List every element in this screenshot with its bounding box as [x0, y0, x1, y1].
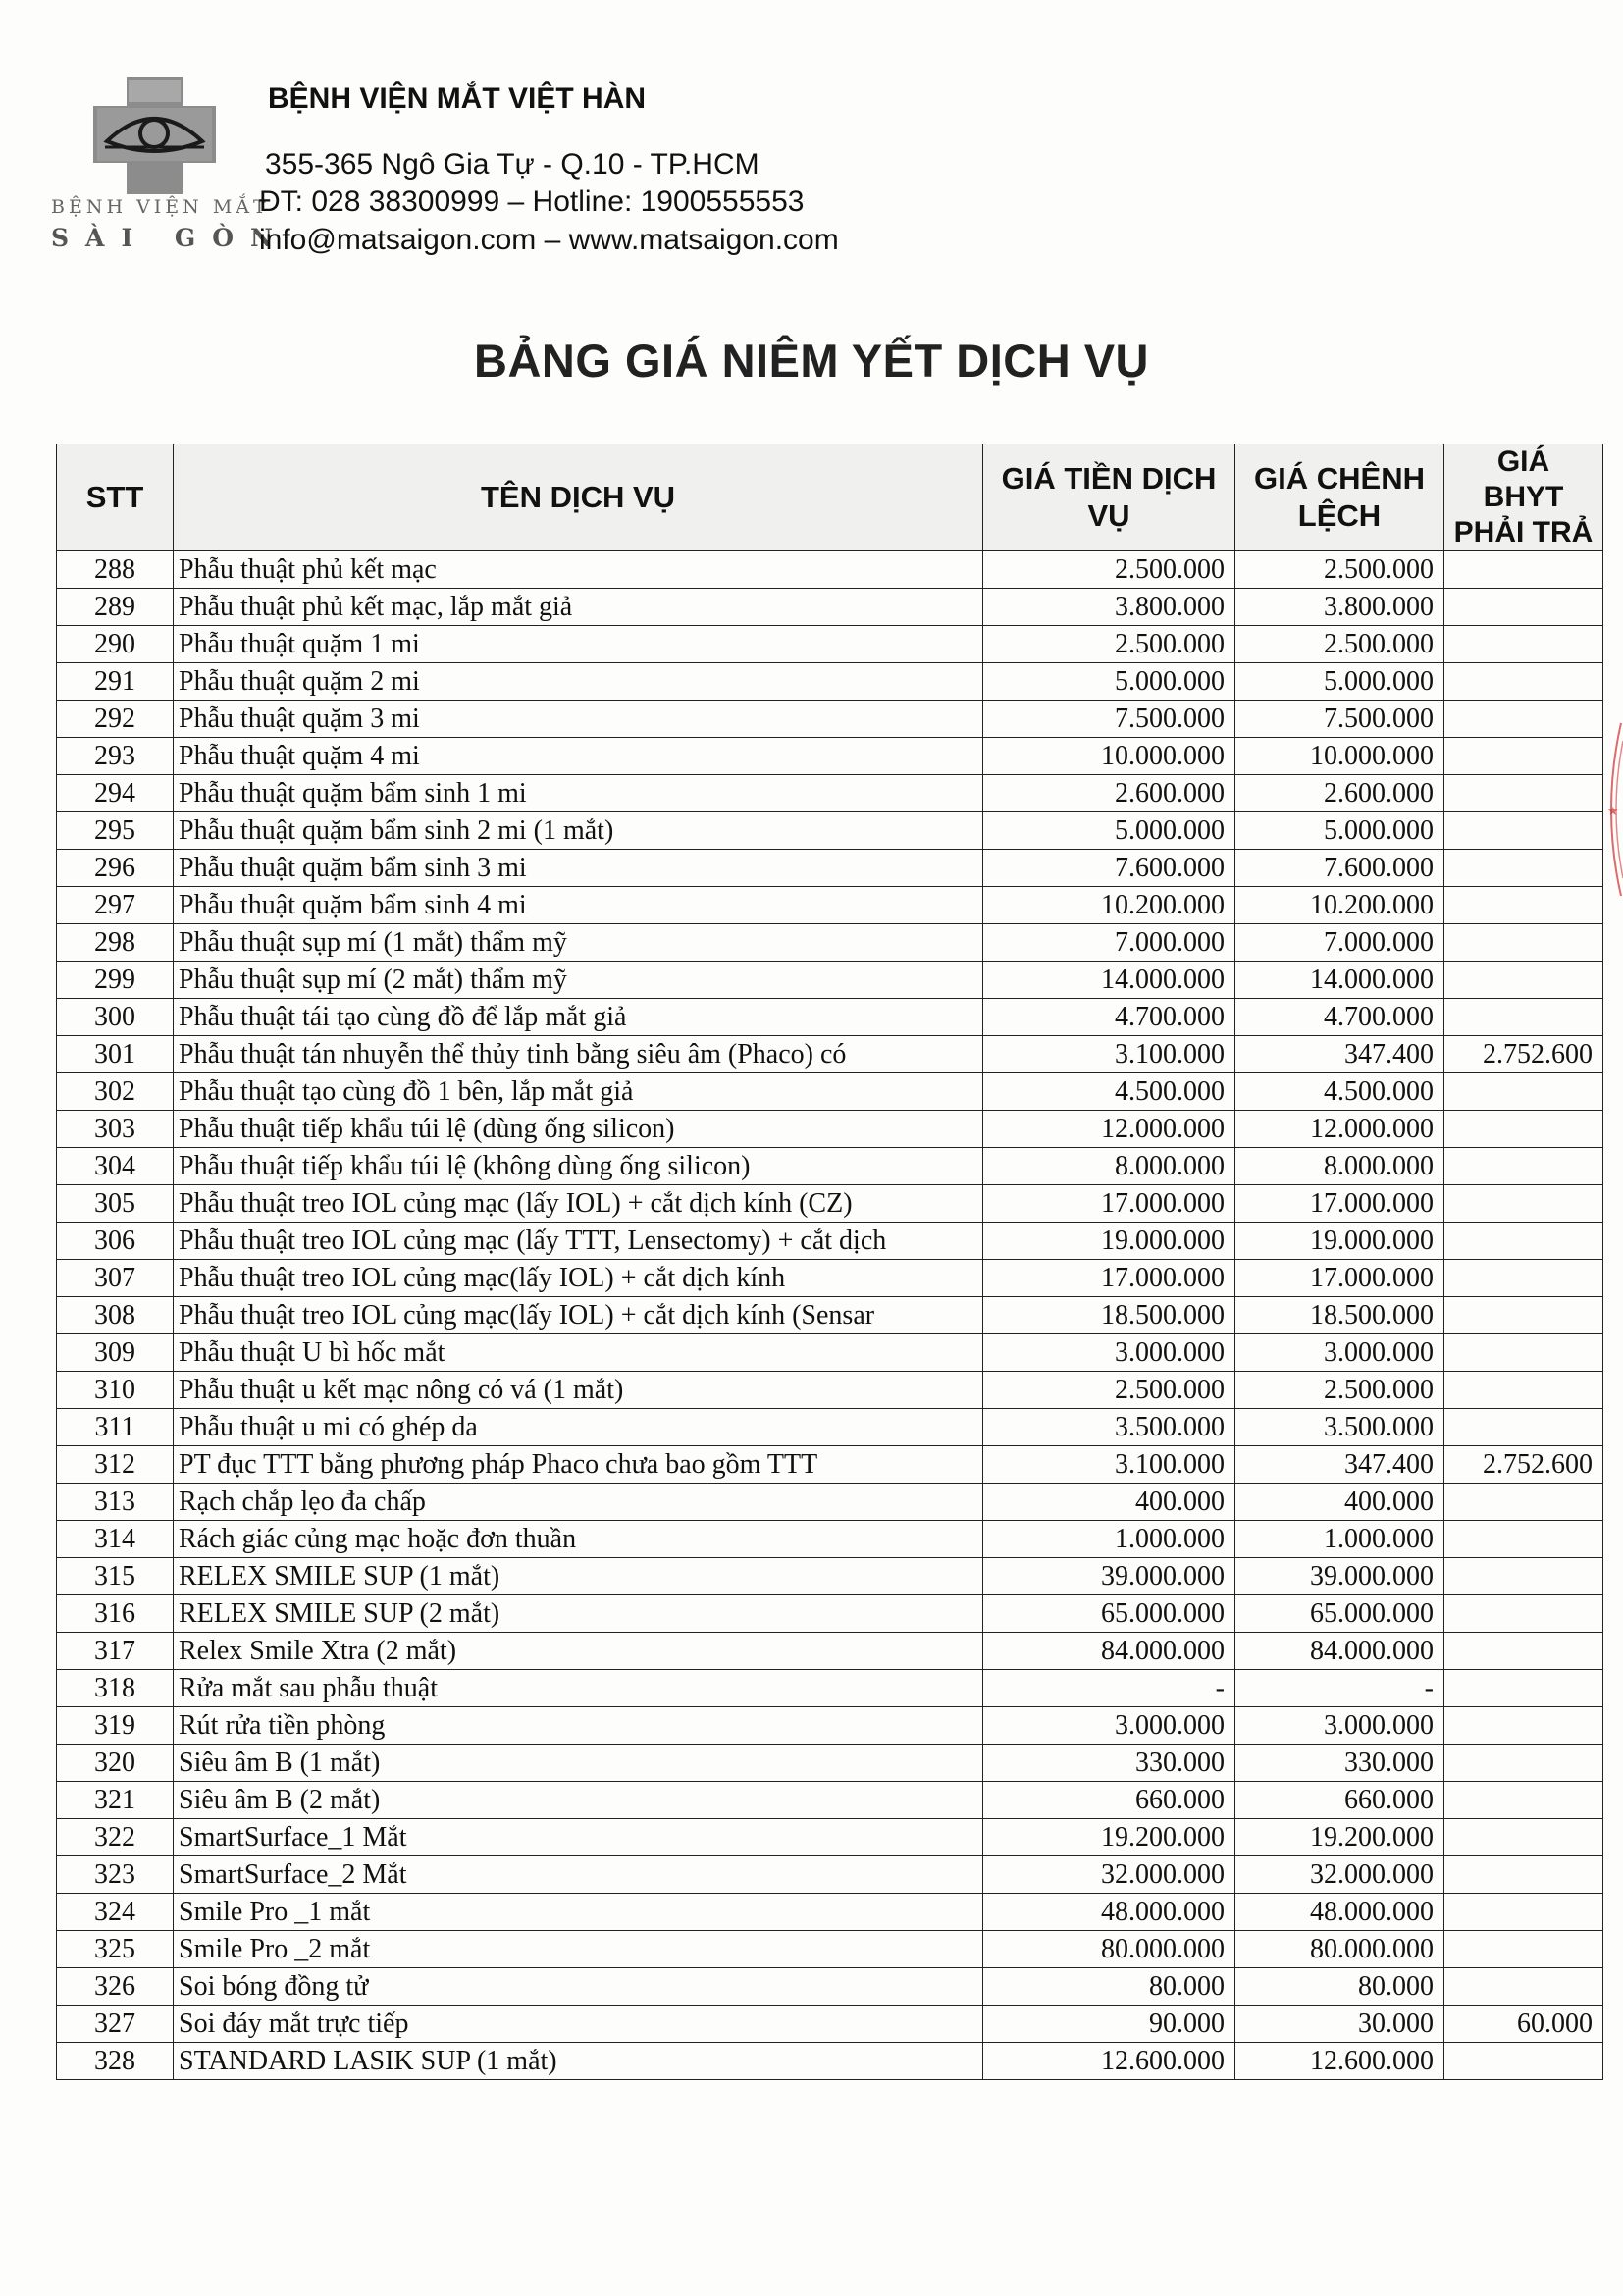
cell-service-price: 80.000.000	[983, 1931, 1235, 1968]
cell-price-difference: 18.500.000	[1235, 1297, 1444, 1334]
cell-insurance-price	[1444, 1968, 1603, 2006]
cell-stt: 299	[57, 962, 174, 999]
table-row	[57, 626, 1603, 663]
cell-service-name: Phẫu thuật sụp mí (2 mắt) thẩm mỹ	[174, 962, 983, 999]
cell-insurance-price: 2.752.600	[1444, 1446, 1603, 1484]
cell-service-price: 4.700.000	[983, 999, 1235, 1036]
table-row	[57, 2043, 1603, 2080]
cell-stt: 304	[57, 1148, 174, 1185]
cell-price-difference: 48.000.000	[1235, 1894, 1444, 1931]
cell-stt: 303	[57, 1111, 174, 1148]
cell-stt: 296	[57, 850, 174, 887]
table-row	[57, 589, 1603, 626]
cell-insurance-price	[1444, 663, 1603, 701]
cell-insurance-price	[1444, 1894, 1603, 1931]
header-price-difference-line1: GIÁ CHÊNH	[1254, 461, 1425, 496]
table-row	[57, 1521, 1603, 1558]
cell-service-name: PT đục TTT bằng phương pháp Phaco chưa bao gồm TTT	[174, 1446, 983, 1484]
cell-stt: 325	[57, 1931, 174, 1968]
header-service-name-label: TÊN DỊCH VỤ	[480, 480, 676, 514]
cell-stt: 300	[57, 999, 174, 1036]
cell-service-name: Phẫu thuật quặm bẩm sinh 1 mi	[174, 775, 983, 812]
cell-service-price: 1.000.000	[983, 1521, 1235, 1558]
cell-price-difference: 3.000.000	[1235, 1707, 1444, 1745]
cell-price-difference: 30.000	[1235, 2006, 1444, 2043]
cell-stt: 288	[57, 551, 174, 589]
cell-insurance-price	[1444, 1782, 1603, 1819]
cell-service-name: Phẫu thuật treo IOL củng mạc (lấy TTT, Lensectomy) + cắt dịch	[174, 1223, 983, 1260]
cell-stt: 321	[57, 1782, 174, 1819]
cell-insurance-price	[1444, 2043, 1603, 2080]
cell-insurance-price	[1444, 1856, 1603, 1894]
cell-price-difference: 2.500.000	[1235, 626, 1444, 663]
cell-service-name: RELEX SMILE SUP (1 mắt)	[174, 1558, 983, 1595]
cell-price-difference: 4.700.000	[1235, 999, 1444, 1036]
cell-service-name: Phẫu thuật tán nhuyễn thể thủy tinh bằng siêu âm (Phaco) có	[174, 1036, 983, 1073]
cell-stt: 294	[57, 775, 174, 812]
cell-service-name: Phẫu thuật phủ kết mạc, lắp mắt giả	[174, 589, 983, 626]
header-insurance-price-line3: PHẢI TRẢ	[1453, 516, 1594, 548]
table-row	[57, 1633, 1603, 1670]
table-row	[57, 1334, 1603, 1372]
cell-service-price: 5.000.000	[983, 812, 1235, 850]
cell-price-difference: 8.000.000	[1235, 1148, 1444, 1185]
table-row	[57, 1260, 1603, 1297]
header-service-name	[174, 444, 983, 551]
cell-service-price: 3.000.000	[983, 1334, 1235, 1372]
cell-price-difference: -	[1235, 1670, 1444, 1707]
cell-stt: 302	[57, 1073, 174, 1111]
cell-stt: 314	[57, 1521, 174, 1558]
table-row	[57, 1111, 1603, 1148]
cell-insurance-price	[1444, 1558, 1603, 1595]
cell-service-name: Phẫu thuật sụp mí (1 mắt) thẩm mỹ	[174, 924, 983, 962]
cell-stt: 311	[57, 1409, 174, 1446]
cell-service-price: 2.500.000	[983, 551, 1235, 589]
cell-stt: 298	[57, 924, 174, 962]
cell-price-difference: 19.200.000	[1235, 1819, 1444, 1856]
logo-text-line2: SÀI GÒN	[51, 224, 289, 252]
cell-price-difference: 347.400	[1235, 1036, 1444, 1073]
cell-insurance-price	[1444, 738, 1603, 775]
cell-service-price: 330.000	[983, 1745, 1235, 1782]
cell-service-price: 7.500.000	[983, 701, 1235, 738]
price-table	[56, 444, 1603, 2080]
cell-price-difference: 10.200.000	[1235, 887, 1444, 924]
cell-insurance-price	[1444, 812, 1603, 850]
cell-stt: 289	[57, 589, 174, 626]
cell-insurance-price	[1444, 999, 1603, 1036]
cell-service-price: 3.800.000	[983, 589, 1235, 626]
cell-stt: 326	[57, 1968, 174, 2006]
svg-text:★: ★	[1607, 805, 1619, 819]
cell-service-name: Relex Smile Xtra (2 mắt)	[174, 1633, 983, 1670]
header-service-price-line2: VỤ	[1087, 498, 1130, 533]
cell-insurance-price	[1444, 962, 1603, 999]
cell-insurance-price	[1444, 701, 1603, 738]
cell-price-difference: 5.000.000	[1235, 812, 1444, 850]
table-row	[57, 2006, 1603, 2043]
cell-stt: 305	[57, 1185, 174, 1223]
table-row	[57, 812, 1603, 850]
cell-stt: 318	[57, 1670, 174, 1707]
table-row	[57, 1409, 1603, 1446]
cell-service-name: Phẫu thuật quặm bẩm sinh 4 mi	[174, 887, 983, 924]
cell-insurance-price	[1444, 626, 1603, 663]
cell-stt: 324	[57, 1894, 174, 1931]
cell-stt: 308	[57, 1297, 174, 1334]
cell-service-name: RELEX SMILE SUP (2 mắt)	[174, 1595, 983, 1633]
cell-price-difference: 3.500.000	[1235, 1409, 1444, 1446]
cell-insurance-price	[1444, 551, 1603, 589]
cell-service-price: 14.000.000	[983, 962, 1235, 999]
table-row	[57, 1185, 1603, 1223]
cell-stt: 306	[57, 1223, 174, 1260]
logo-text-line1: BỆNH VIỆN MẮT	[51, 196, 270, 218]
cell-price-difference: 3.800.000	[1235, 589, 1444, 626]
cell-insurance-price	[1444, 1334, 1603, 1372]
table-row	[57, 850, 1603, 887]
cell-insurance-price	[1444, 1633, 1603, 1670]
table-row	[57, 1484, 1603, 1521]
cell-price-difference: 1.000.000	[1235, 1521, 1444, 1558]
cell-price-difference: 84.000.000	[1235, 1633, 1444, 1670]
cell-price-difference: 17.000.000	[1235, 1260, 1444, 1297]
cell-service-price: 400.000	[983, 1484, 1235, 1521]
cell-insurance-price	[1444, 1745, 1603, 1782]
header-insurance-price-line1: GIÁ	[1496, 445, 1550, 478]
cell-insurance-price	[1444, 887, 1603, 924]
cell-insurance-price: 60.000	[1444, 2006, 1603, 2043]
table-row	[57, 1931, 1603, 1968]
cell-insurance-price	[1444, 1148, 1603, 1185]
cell-service-price: 7.600.000	[983, 850, 1235, 887]
cell-insurance-price: 2.752.600	[1444, 1036, 1603, 1073]
cell-service-price: 80.000	[983, 1968, 1235, 2006]
cell-price-difference: 80.000.000	[1235, 1931, 1444, 1968]
cell-service-price: 660.000	[983, 1782, 1235, 1819]
cell-price-difference: 347.400	[1235, 1446, 1444, 1484]
cell-insurance-price	[1444, 1670, 1603, 1707]
cell-price-difference: 10.000.000	[1235, 738, 1444, 775]
cell-service-name: SmartSurface_2 Mắt	[174, 1856, 983, 1894]
hospital-name: BỆNH VIỆN MẮT VIỆT HÀN	[268, 82, 647, 115]
cell-insurance-price	[1444, 1484, 1603, 1521]
cell-insurance-price	[1444, 1260, 1603, 1297]
cell-price-difference: 80.000	[1235, 1968, 1444, 2006]
cell-service-name: Phẫu thuật tiếp khẩu túi lệ (dùng ống silicon)	[174, 1111, 983, 1148]
cell-service-name: Rút rửa tiền phòng	[174, 1707, 983, 1745]
cell-insurance-price	[1444, 1185, 1603, 1223]
cell-service-name: Phẫu thuật tạo cùng đồ 1 bên, lắp mắt giả	[174, 1073, 983, 1111]
table-row	[57, 1446, 1603, 1484]
cell-service-price: 4.500.000	[983, 1073, 1235, 1111]
cell-service-name: Rửa mắt sau phẫu thuật	[174, 1670, 983, 1707]
header-price-difference-line2: LỆCH	[1297, 498, 1382, 533]
cell-price-difference: 12.600.000	[1235, 2043, 1444, 2080]
cell-service-name: Phẫu thuật u kết mạc nông có vá (1 mắt)	[174, 1372, 983, 1409]
cell-price-difference: 7.500.000	[1235, 701, 1444, 738]
cell-stt: 323	[57, 1856, 174, 1894]
cell-service-price: 32.000.000	[983, 1856, 1235, 1894]
cell-service-name: Phẫu thuật treo IOL củng mạc(lấy IOL) + cắt dịch kính	[174, 1260, 983, 1297]
cell-service-name: Phẫu thuật quặm 2 mi	[174, 663, 983, 701]
cell-stt: 328	[57, 2043, 174, 2080]
cell-price-difference: 2.500.000	[1235, 1372, 1444, 1409]
cell-service-name: Smile Pro _1 mắt	[174, 1894, 983, 1931]
table-row	[57, 701, 1603, 738]
cell-service-price: 18.500.000	[983, 1297, 1235, 1334]
header-insurance-price	[1444, 444, 1603, 551]
table-row	[57, 775, 1603, 812]
cell-stt: 309	[57, 1334, 174, 1372]
cell-stt: 297	[57, 887, 174, 924]
cell-service-price: 90.000	[983, 2006, 1235, 2043]
cell-service-price: 12.600.000	[983, 2043, 1235, 2080]
hospital-phone: ĐT: 028 38300999 – Hotline: 1900555553	[259, 185, 805, 218]
cell-insurance-price	[1444, 1595, 1603, 1633]
cell-service-name: SmartSurface_1 Mắt	[174, 1819, 983, 1856]
cell-price-difference: 65.000.000	[1235, 1595, 1444, 1633]
cell-insurance-price	[1444, 775, 1603, 812]
cell-service-name: Phẫu thuật U bì hốc mắt	[174, 1334, 983, 1372]
cell-service-name: Siêu âm B (2 mắt)	[174, 1782, 983, 1819]
cell-stt: 327	[57, 2006, 174, 2043]
table-row	[57, 1148, 1603, 1185]
table-row	[57, 1670, 1603, 1707]
cell-price-difference: 3.000.000	[1235, 1334, 1444, 1372]
cell-service-name: Phẫu thuật treo IOL củng mạc (lấy IOL) + cắt dịch kính (CZ)	[174, 1185, 983, 1223]
cell-insurance-price	[1444, 850, 1603, 887]
cell-stt: 307	[57, 1260, 174, 1297]
red-stamp-mark	[1599, 721, 1623, 898]
cell-stt: 320	[57, 1745, 174, 1782]
cell-price-difference: 39.000.000	[1235, 1558, 1444, 1595]
cell-service-price: 2.600.000	[983, 775, 1235, 812]
header-insurance-price-line2: BHYT	[1483, 481, 1564, 513]
table-row	[57, 1036, 1603, 1073]
cell-service-price: 84.000.000	[983, 1633, 1235, 1670]
header-service-price	[983, 444, 1235, 551]
cell-service-name: Phẫu thuật tái tạo cùng đồ để lắp mắt giả	[174, 999, 983, 1036]
cell-service-price: 19.000.000	[983, 1223, 1235, 1260]
cell-insurance-price	[1444, 1223, 1603, 1260]
cell-service-name: Phẫu thuật treo IOL củng mạc(lấy IOL) + cắt dịch kính (Sensar	[174, 1297, 983, 1334]
cell-stt: 293	[57, 738, 174, 775]
cell-service-price: 48.000.000	[983, 1894, 1235, 1931]
cell-price-difference: 17.000.000	[1235, 1185, 1444, 1223]
cell-service-name: Phẫu thuật u mi có ghép da	[174, 1409, 983, 1446]
cell-stt: 316	[57, 1595, 174, 1633]
table-row	[57, 1707, 1603, 1745]
table-row	[57, 1073, 1603, 1111]
table-row	[57, 551, 1603, 589]
cell-price-difference: 400.000	[1235, 1484, 1444, 1521]
cell-service-name: Rách giác củng mạc hoặc đơn thuần	[174, 1521, 983, 1558]
cell-service-name: Phẫu thuật quặm bẩm sinh 2 mi (1 mắt)	[174, 812, 983, 850]
hospital-contact: info@matsaigon.com – www.matsaigon.com	[259, 224, 839, 256]
hospital-address: 355-365 Ngô Gia Tự - Q.10 - TP.HCM	[265, 148, 759, 181]
header-stt-label: STT	[85, 480, 144, 514]
cell-stt: 295	[57, 812, 174, 850]
cell-service-name: Phẫu thuật quặm bẩm sinh 3 mi	[174, 850, 983, 887]
cell-service-price: 65.000.000	[983, 1595, 1235, 1633]
cell-insurance-price	[1444, 924, 1603, 962]
price-table-header	[57, 444, 1603, 551]
cell-stt: 312	[57, 1446, 174, 1484]
header-service-price-line1: GIÁ TIỀN DỊCH	[1001, 461, 1217, 496]
cell-insurance-price	[1444, 1073, 1603, 1111]
cell-service-price: 7.000.000	[983, 924, 1235, 962]
table-row	[57, 1782, 1603, 1819]
cell-service-price: 39.000.000	[983, 1558, 1235, 1595]
table-row	[57, 1745, 1603, 1782]
cell-service-name: Rạch chắp lẹo đa chấp	[174, 1484, 983, 1521]
table-row	[57, 1595, 1603, 1633]
cell-price-difference: 2.500.000	[1235, 551, 1444, 589]
cell-stt: 290	[57, 626, 174, 663]
cell-insurance-price	[1444, 1819, 1603, 1856]
cell-stt: 301	[57, 1036, 174, 1073]
cell-service-price: 19.200.000	[983, 1819, 1235, 1856]
cell-service-name: Phẫu thuật quặm 1 mi	[174, 626, 983, 663]
cell-service-name: Siêu âm B (1 mắt)	[174, 1745, 983, 1782]
cell-service-name: Smile Pro _2 mắt	[174, 1931, 983, 1968]
cell-service-name: Soi đáy mắt trực tiếp	[174, 2006, 983, 2043]
cell-insurance-price	[1444, 1297, 1603, 1334]
cell-service-price: 3.500.000	[983, 1409, 1235, 1446]
document-title: BẢNG GIÁ NIÊM YẾT DỊCH VỤ	[474, 335, 1149, 387]
cell-service-price: 3.100.000	[983, 1036, 1235, 1073]
cell-service-price: 3.000.000	[983, 1707, 1235, 1745]
hospital-logo	[93, 77, 216, 194]
table-row	[57, 1819, 1603, 1856]
cell-stt: 322	[57, 1819, 174, 1856]
cell-insurance-price	[1444, 1521, 1603, 1558]
cell-insurance-price	[1444, 1111, 1603, 1148]
cell-service-price: 8.000.000	[983, 1148, 1235, 1185]
cell-service-price: 10.200.000	[983, 887, 1235, 924]
cell-price-difference: 660.000	[1235, 1782, 1444, 1819]
table-row	[57, 1968, 1603, 2006]
table-row	[57, 1894, 1603, 1931]
price-table-body	[57, 551, 1603, 2080]
table-row	[57, 663, 1603, 701]
cell-price-difference: 4.500.000	[1235, 1073, 1444, 1111]
cell-service-price: 3.100.000	[983, 1446, 1235, 1484]
cell-price-difference: 19.000.000	[1235, 1223, 1444, 1260]
cell-insurance-price	[1444, 1707, 1603, 1745]
table-row	[57, 1856, 1603, 1894]
table-row	[57, 738, 1603, 775]
cell-service-price: -	[983, 1670, 1235, 1707]
cell-service-name: Phẫu thuật quặm 4 mi	[174, 738, 983, 775]
cell-insurance-price	[1444, 1931, 1603, 1968]
cell-price-difference: 12.000.000	[1235, 1111, 1444, 1148]
table-row	[57, 887, 1603, 924]
cell-service-name: STANDARD LASIK SUP (1 mắt)	[174, 2043, 983, 2080]
cell-price-difference: 32.000.000	[1235, 1856, 1444, 1894]
cell-service-name: Soi bóng đồng tử	[174, 1968, 983, 2006]
table-row	[57, 1372, 1603, 1409]
cell-stt: 291	[57, 663, 174, 701]
cell-insurance-price	[1444, 1372, 1603, 1409]
cell-stt: 319	[57, 1707, 174, 1745]
table-row	[57, 1558, 1603, 1595]
table-row	[57, 1223, 1603, 1260]
header-stt	[57, 444, 174, 551]
table-row	[57, 1297, 1603, 1334]
table-row	[57, 999, 1603, 1036]
cell-stt: 315	[57, 1558, 174, 1595]
cell-price-difference: 5.000.000	[1235, 663, 1444, 701]
cell-price-difference: 2.600.000	[1235, 775, 1444, 812]
table-row	[57, 924, 1603, 962]
cell-service-name: Phẫu thuật tiếp khẩu túi lệ (không dùng ống silicon)	[174, 1148, 983, 1185]
cell-service-price: 17.000.000	[983, 1260, 1235, 1297]
cell-insurance-price	[1444, 589, 1603, 626]
cell-service-price: 17.000.000	[983, 1185, 1235, 1223]
cell-service-price: 10.000.000	[983, 738, 1235, 775]
cell-service-name: Phẫu thuật quặm 3 mi	[174, 701, 983, 738]
header-price-difference	[1235, 444, 1444, 551]
cell-service-price: 2.500.000	[983, 626, 1235, 663]
cell-service-price: 12.000.000	[983, 1111, 1235, 1148]
cell-price-difference: 7.000.000	[1235, 924, 1444, 962]
cell-stt: 317	[57, 1633, 174, 1670]
table-row	[57, 962, 1603, 999]
cell-service-price: 5.000.000	[983, 663, 1235, 701]
cell-service-name: Phẫu thuật phủ kết mạc	[174, 551, 983, 589]
cell-price-difference: 7.600.000	[1235, 850, 1444, 887]
cell-insurance-price	[1444, 1409, 1603, 1446]
cell-price-difference: 330.000	[1235, 1745, 1444, 1782]
cell-stt: 292	[57, 701, 174, 738]
cell-stt: 313	[57, 1484, 174, 1521]
cell-service-price: 2.500.000	[983, 1372, 1235, 1409]
cell-price-difference: 14.000.000	[1235, 962, 1444, 999]
cell-stt: 310	[57, 1372, 174, 1409]
